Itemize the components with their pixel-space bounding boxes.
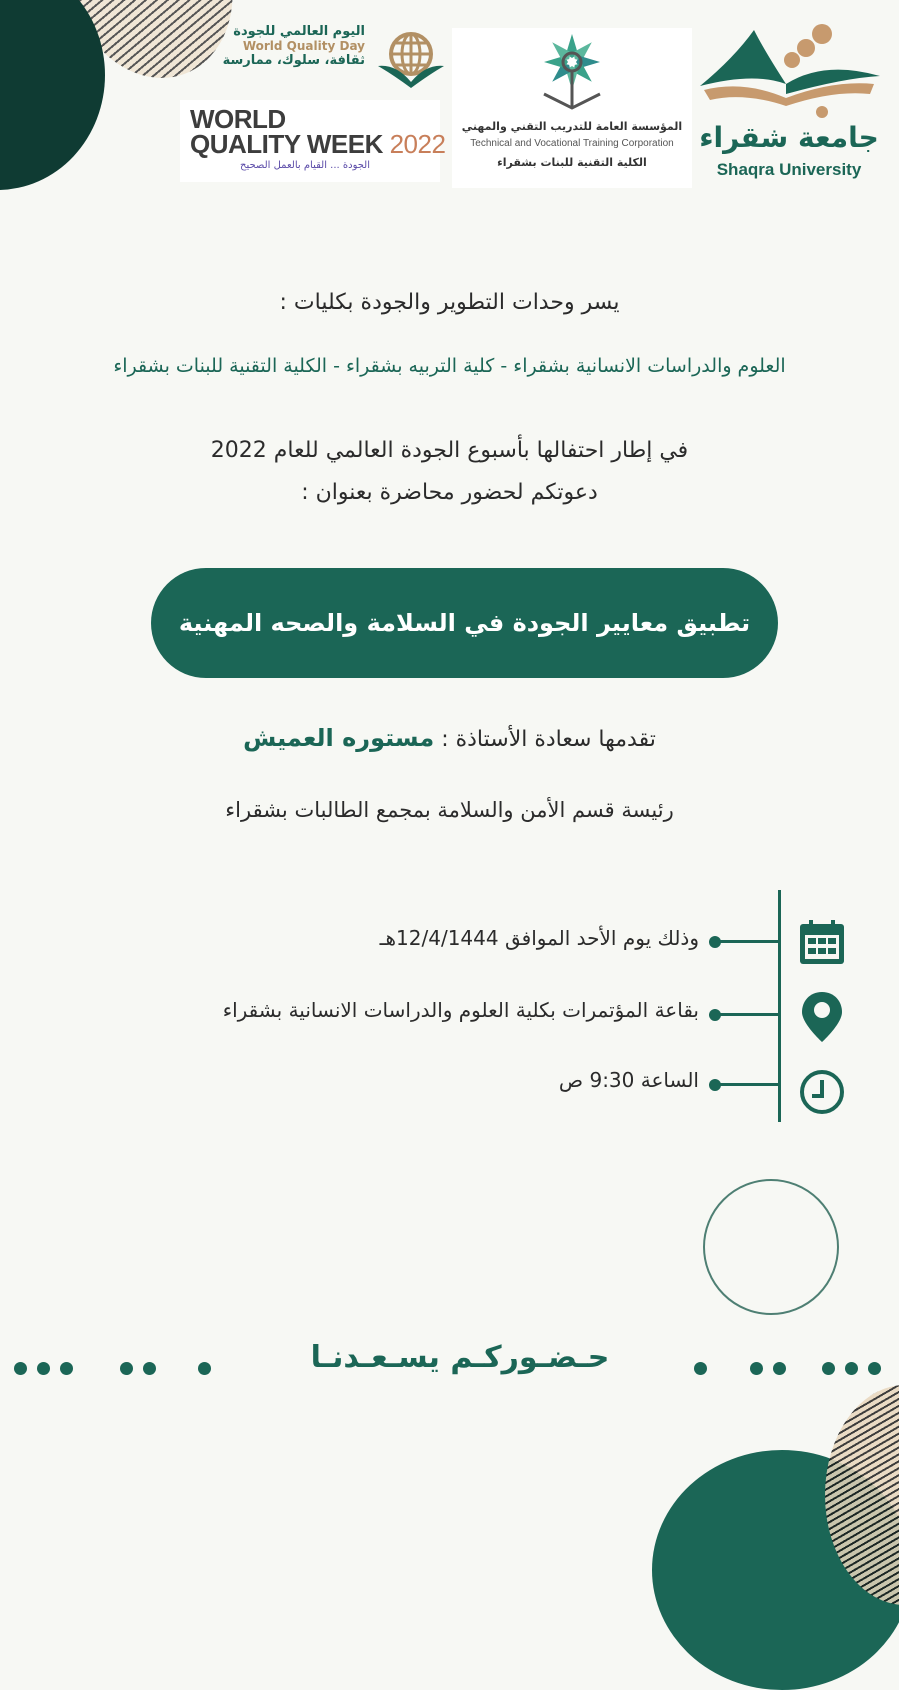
open-book-icon	[694, 20, 884, 120]
colleges-text: العلوم والدراسات الانسانية بشقراء - كلية التربيه بشقراء - الكلية التقنية للبنات بشقراء	[113, 355, 786, 377]
wqw-line1: WORLD	[190, 104, 286, 134]
shaqra-english-name: Shaqra University	[716, 160, 862, 179]
timeline-connector	[715, 940, 779, 943]
wqw-tagline: الجودة ... القيام بالعمل الصحيح	[240, 160, 371, 171]
speaker-role: رئيسة قسم الأمن والسلامة بمجمع الطالبات بشقراء	[225, 798, 674, 822]
speaker-name: مستوره العميش	[243, 724, 435, 752]
dots-left-triple	[14, 1362, 73, 1375]
occasion-text: في إطار احتفالها بأسبوع الجودة العالمي للعام 2022	[210, 438, 689, 463]
wqw-line2-text: QUALITY WEEK	[190, 129, 383, 159]
wqd-arabic-title: اليوم العالمي للجودة	[233, 24, 365, 39]
calendar-icon	[798, 918, 846, 966]
world-quality-week-logo	[180, 100, 446, 182]
lecture-title: تطبيق معايير الجودة في السلامة والصحه المهنية	[178, 609, 751, 637]
shaqra-university-logo	[694, 20, 884, 180]
shaqra-arabic-name: جامعة شقراء	[699, 121, 879, 154]
decorative-circle-top-left	[0, 0, 105, 190]
wqw-line2	[190, 130, 445, 158]
tvtc-college: الكلية التقنية للبنات بشقراء	[497, 156, 647, 169]
detail-date-text: وذلك يوم الأحد الموافق 12/4/1444هـ	[379, 926, 699, 950]
detail-date	[380, 926, 699, 950]
decorative-ring	[703, 1179, 839, 1315]
wqw-year: 2022	[389, 129, 446, 159]
clock-icon	[798, 1068, 846, 1116]
footer-text: حـضـوركـم يسـعـدنـا	[310, 1340, 610, 1375]
dots-right-double	[750, 1362, 786, 1375]
dots-left-single	[198, 1362, 211, 1375]
dots-right-single	[694, 1362, 707, 1375]
wqd-slogan: ثقافة، سلوك، ممارسة	[222, 53, 365, 68]
speaker-line	[0, 724, 899, 752]
detail-location	[223, 998, 699, 1022]
tvtc-logo	[452, 28, 692, 188]
intro-text: يسر وحدات التطوير والجودة بكليات :	[279, 290, 620, 315]
dots-left-double	[120, 1362, 156, 1375]
world-quality-day-logo	[205, 24, 365, 68]
timeline-connector	[715, 1083, 779, 1086]
location-pin-icon	[798, 990, 846, 1038]
wqd-english-title: World Quality Day	[242, 39, 365, 53]
footer-banner	[0, 1340, 899, 1390]
globe-book-icon	[374, 30, 448, 90]
timeline-line	[778, 890, 781, 1122]
detail-time-text: الساعة 9:30 ص	[558, 1068, 699, 1092]
invite-text: دعوتكم لحضور محاضرة بعنوان :	[301, 480, 598, 505]
tvtc-english-name: Technical and Vocational Training Corporation	[470, 138, 674, 149]
tvtc-arabic-name: المؤسسة العامة للتدريب التقني والمهني	[461, 120, 683, 133]
tvtc-star-icon	[532, 28, 612, 112]
speaker-prefix: تقدمها سعادة الأستاذة :	[441, 727, 656, 752]
timeline-connector	[715, 1013, 779, 1016]
detail-location-text: بقاعة المؤتمرات بكلية العلوم والدراسات الانسانية بشقراء	[222, 998, 699, 1022]
dots-right-triple	[822, 1362, 881, 1375]
detail-time	[559, 1068, 699, 1092]
lecture-title-banner	[151, 568, 778, 678]
